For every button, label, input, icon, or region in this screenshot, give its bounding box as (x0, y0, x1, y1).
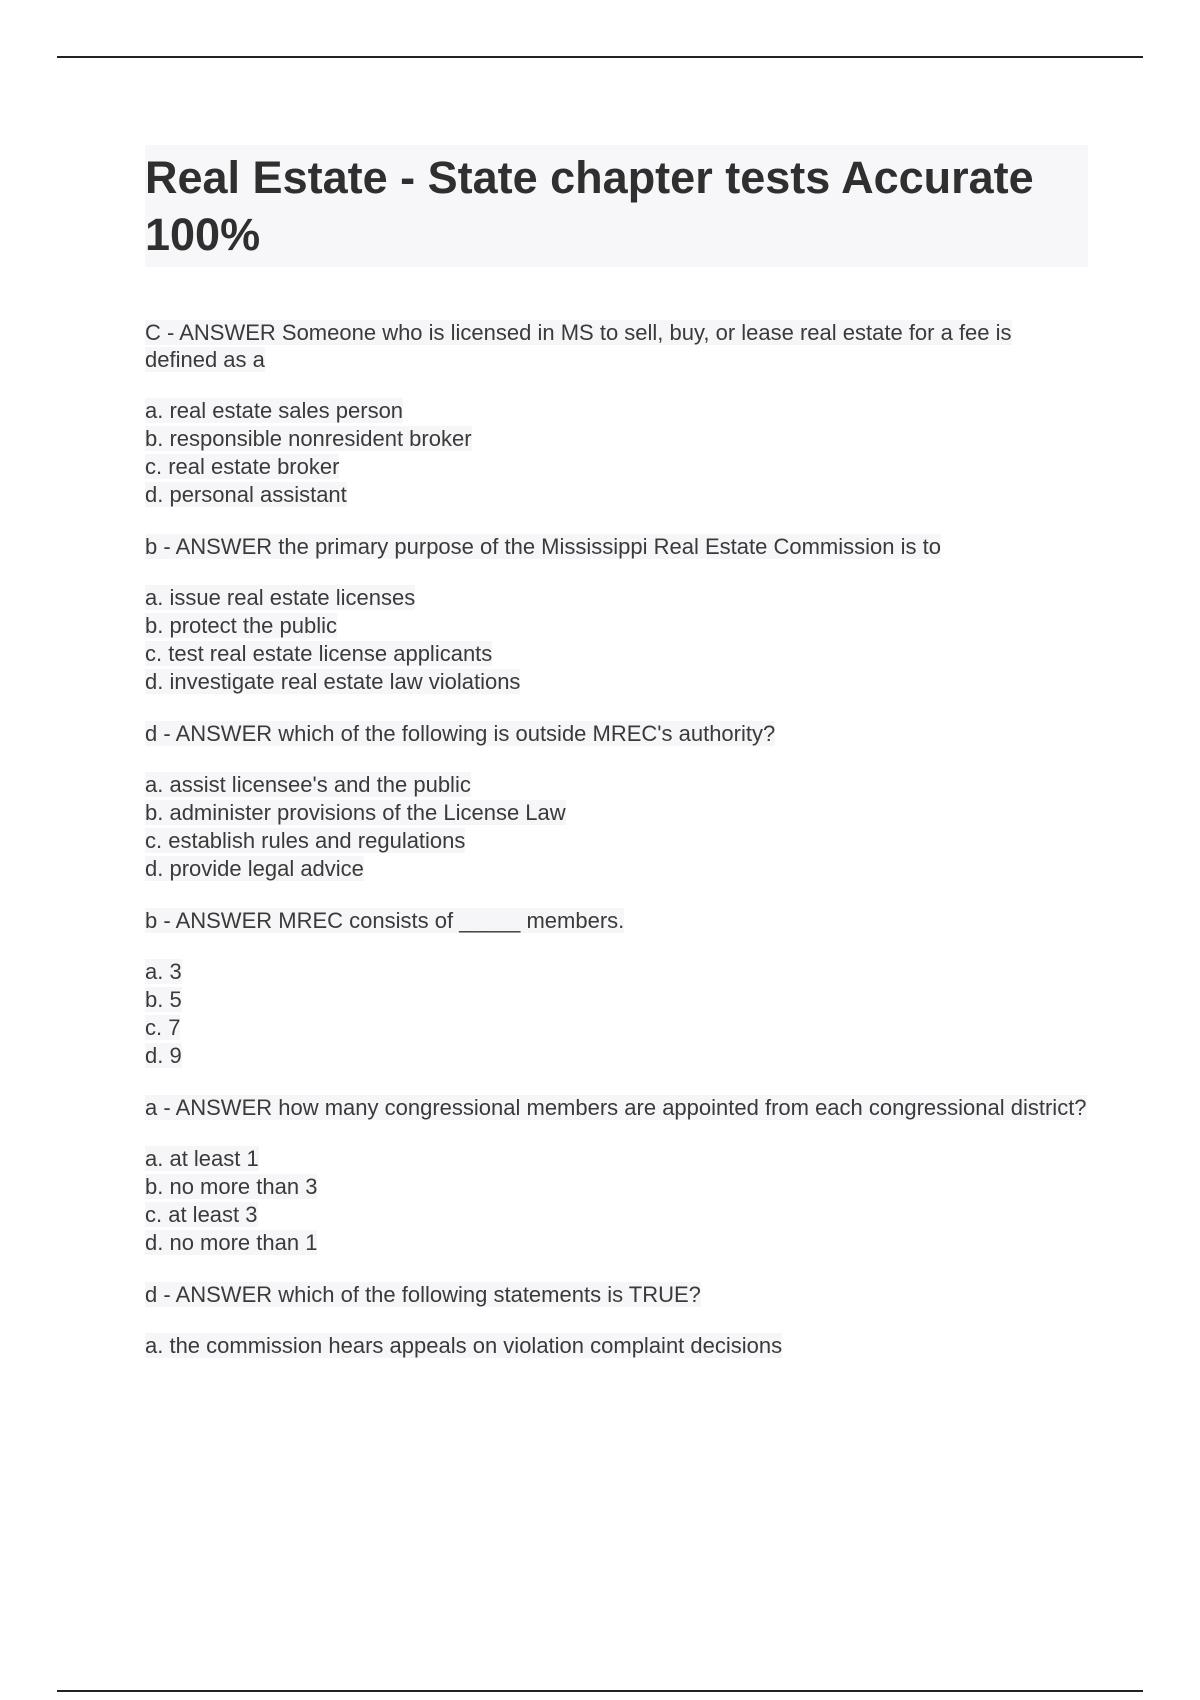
answer-option: b. protect the public (145, 613, 338, 638)
answer-option: d. personal assistant (145, 482, 347, 507)
question-block (145, 720, 1088, 883)
answer-option: c. at least 3 (145, 1202, 258, 1227)
question-text: a - ANSWER how many congressional members are appointed from each congressional district? (145, 1095, 1087, 1120)
answer-options (145, 958, 1088, 1070)
answer-option: a. issue real estate licenses (145, 585, 416, 610)
question-text: b - ANSWER the primary purpose of the Mississippi Real Estate Commission is to (145, 534, 941, 559)
answer-option: d. no more than 1 (145, 1230, 318, 1255)
answer-option: c. establish rules and regulations (145, 828, 466, 853)
question-text: d - ANSWER which of the following statements is TRUE? (145, 1282, 701, 1307)
answer-option: a. at least 1 (145, 1146, 259, 1171)
question-block (145, 907, 1088, 1070)
question-text: b - ANSWER MREC consists of _____ members. (145, 908, 625, 933)
answer-option: b. no more than 3 (145, 1174, 318, 1199)
answer-option: b. 5 (145, 987, 182, 1012)
question-text: d - ANSWER which of the following is outside MREC's authority? (145, 721, 776, 746)
question-text: C - ANSWER Someone who is licensed in MS to sell, buy, or lease real estate for a fee is defined as a (145, 320, 1012, 372)
title-block (145, 145, 1088, 267)
answer-option: b. administer provisions of the License Law (145, 800, 566, 825)
answer-option: a. assist licensee's and the public (145, 772, 471, 797)
answer-option: d. 9 (145, 1043, 182, 1068)
top-divider (57, 56, 1143, 58)
question-block (145, 1094, 1088, 1257)
answer-option: c. 7 (145, 1015, 181, 1040)
answer-options (145, 397, 1088, 509)
answer-option: a. real estate sales person (145, 398, 404, 423)
answer-options (145, 584, 1088, 696)
question-block (145, 319, 1088, 509)
answer-options (145, 771, 1088, 883)
answer-option: c. test real estate license applicants (145, 641, 493, 666)
document-title: Real Estate - State chapter tests Accurate 100% (145, 152, 1034, 260)
answer-options (145, 1332, 1088, 1360)
answer-option: a. 3 (145, 959, 182, 984)
answer-option: d. investigate real estate law violations (145, 669, 521, 694)
answer-options (145, 1145, 1088, 1257)
bottom-divider (57, 1690, 1143, 1692)
question-block (145, 533, 1088, 696)
document-body (145, 145, 1088, 1384)
answer-option: c. real estate broker (145, 454, 340, 479)
answer-option: d. provide legal advice (145, 856, 364, 881)
answer-option: b. responsible nonresident broker (145, 426, 472, 451)
answer-option: a. the commission hears appeals on violation complaint decisions (145, 1333, 783, 1358)
question-block (145, 1281, 1088, 1360)
